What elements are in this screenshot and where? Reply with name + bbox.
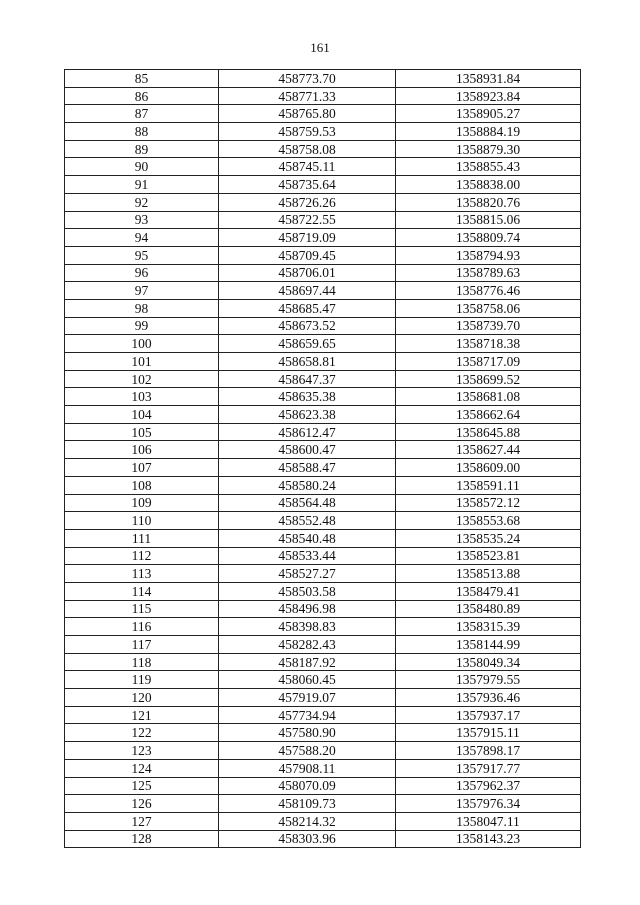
x-coordinate-cell: 458060.45	[219, 671, 396, 689]
y-coordinate-cell: 1358143.23	[396, 830, 581, 848]
x-coordinate-cell: 458527.27	[219, 565, 396, 583]
y-coordinate-cell: 1358884.19	[396, 123, 581, 141]
y-coordinate-cell: 1358609.00	[396, 459, 581, 477]
table-row	[65, 317, 581, 335]
table-row	[65, 229, 581, 247]
table-row	[65, 370, 581, 388]
x-coordinate-cell: 458735.64	[219, 176, 396, 194]
table-row	[65, 653, 581, 671]
y-coordinate-cell: 1358513.88	[396, 565, 581, 583]
y-coordinate-cell: 1358591.11	[396, 476, 581, 494]
table-row	[65, 123, 581, 141]
point-number-cell: 115	[65, 600, 219, 618]
y-coordinate-cell: 1358315.39	[396, 618, 581, 636]
x-coordinate-cell: 458398.83	[219, 618, 396, 636]
y-coordinate-cell: 1358047.11	[396, 812, 581, 830]
y-coordinate-cell: 1358815.06	[396, 211, 581, 229]
x-coordinate-cell: 458759.53	[219, 123, 396, 141]
y-coordinate-cell: 1358049.34	[396, 653, 581, 671]
x-coordinate-cell: 458612.47	[219, 423, 396, 441]
table-row	[65, 565, 581, 583]
y-coordinate-cell: 1357915.11	[396, 724, 581, 742]
y-coordinate-cell: 1358838.00	[396, 176, 581, 194]
table-row	[65, 441, 581, 459]
x-coordinate-cell: 458303.96	[219, 830, 396, 848]
x-coordinate-cell: 458600.47	[219, 441, 396, 459]
x-coordinate-cell: 458771.33	[219, 87, 396, 105]
x-coordinate-cell: 458765.80	[219, 105, 396, 123]
y-coordinate-cell: 1357976.34	[396, 795, 581, 813]
x-coordinate-cell: 458706.01	[219, 264, 396, 282]
point-number-cell: 112	[65, 547, 219, 565]
y-coordinate-cell: 1358144.99	[396, 636, 581, 654]
point-number-cell: 125	[65, 777, 219, 795]
table-row	[65, 812, 581, 830]
table-row	[65, 706, 581, 724]
y-coordinate-cell: 1358855.43	[396, 158, 581, 176]
point-number-cell: 110	[65, 512, 219, 530]
table-row	[65, 87, 581, 105]
x-coordinate-cell: 457588.20	[219, 742, 396, 760]
point-number-cell: 94	[65, 229, 219, 247]
point-number-cell: 126	[65, 795, 219, 813]
x-coordinate-cell: 458187.92	[219, 653, 396, 671]
y-coordinate-cell: 1358699.52	[396, 370, 581, 388]
table-row	[65, 636, 581, 654]
x-coordinate-cell: 458697.44	[219, 282, 396, 300]
table-row	[65, 140, 581, 158]
coordinates-table	[64, 69, 581, 848]
y-coordinate-cell: 1357898.17	[396, 742, 581, 760]
table-row	[65, 512, 581, 530]
point-number-cell: 100	[65, 335, 219, 353]
x-coordinate-cell: 458773.70	[219, 70, 396, 88]
y-coordinate-cell: 1358789.63	[396, 264, 581, 282]
point-number-cell: 114	[65, 582, 219, 600]
y-coordinate-cell: 1357962.37	[396, 777, 581, 795]
x-coordinate-cell: 458685.47	[219, 299, 396, 317]
table-row	[65, 246, 581, 264]
point-number-cell: 93	[65, 211, 219, 229]
table-row	[65, 830, 581, 848]
table-row	[65, 353, 581, 371]
table-row	[65, 282, 581, 300]
point-number-cell: 124	[65, 759, 219, 777]
y-coordinate-cell: 1357936.46	[396, 689, 581, 707]
coordinates-table-body	[65, 70, 581, 848]
x-coordinate-cell: 458588.47	[219, 459, 396, 477]
point-number-cell: 104	[65, 406, 219, 424]
point-number-cell: 109	[65, 494, 219, 512]
table-row	[65, 582, 581, 600]
x-coordinate-cell: 458503.58	[219, 582, 396, 600]
point-number-cell: 99	[65, 317, 219, 335]
x-coordinate-cell: 458564.48	[219, 494, 396, 512]
x-coordinate-cell: 458673.52	[219, 317, 396, 335]
y-coordinate-cell: 1358758.06	[396, 299, 581, 317]
x-coordinate-cell: 458758.08	[219, 140, 396, 158]
x-coordinate-cell: 458533.44	[219, 547, 396, 565]
x-coordinate-cell: 458540.48	[219, 529, 396, 547]
y-coordinate-cell: 1358535.24	[396, 529, 581, 547]
table-row	[65, 211, 581, 229]
table-row	[65, 724, 581, 742]
x-coordinate-cell: 458552.48	[219, 512, 396, 530]
x-coordinate-cell: 458282.43	[219, 636, 396, 654]
y-coordinate-cell: 1358523.81	[396, 547, 581, 565]
point-number-cell: 86	[65, 87, 219, 105]
point-number-cell: 107	[65, 459, 219, 477]
table-row	[65, 689, 581, 707]
point-number-cell: 105	[65, 423, 219, 441]
table-row	[65, 742, 581, 760]
point-number-cell: 122	[65, 724, 219, 742]
table-row	[65, 423, 581, 441]
y-coordinate-cell: 1357917.77	[396, 759, 581, 777]
point-number-cell: 113	[65, 565, 219, 583]
y-coordinate-cell: 1358809.74	[396, 229, 581, 247]
y-coordinate-cell: 1358717.09	[396, 353, 581, 371]
table-row	[65, 494, 581, 512]
point-number-cell: 90	[65, 158, 219, 176]
point-number-cell: 111	[65, 529, 219, 547]
x-coordinate-cell: 458659.65	[219, 335, 396, 353]
table-row	[65, 459, 581, 477]
table-row	[65, 476, 581, 494]
table-row	[65, 264, 581, 282]
point-number-cell: 87	[65, 105, 219, 123]
point-number-cell: 106	[65, 441, 219, 459]
x-coordinate-cell: 458658.81	[219, 353, 396, 371]
table-row	[65, 158, 581, 176]
table-row	[65, 671, 581, 689]
x-coordinate-cell: 458580.24	[219, 476, 396, 494]
point-number-cell: 128	[65, 830, 219, 848]
y-coordinate-cell: 1358879.30	[396, 140, 581, 158]
x-coordinate-cell: 458647.37	[219, 370, 396, 388]
x-coordinate-cell: 458214.32	[219, 812, 396, 830]
y-coordinate-cell: 1358662.64	[396, 406, 581, 424]
point-number-cell: 88	[65, 123, 219, 141]
point-number-cell: 101	[65, 353, 219, 371]
y-coordinate-cell: 1358572.12	[396, 494, 581, 512]
point-number-cell: 119	[65, 671, 219, 689]
table-row	[65, 105, 581, 123]
y-coordinate-cell: 1358645.88	[396, 423, 581, 441]
y-coordinate-cell: 1357979.55	[396, 671, 581, 689]
point-number-cell: 91	[65, 176, 219, 194]
point-number-cell: 108	[65, 476, 219, 494]
table-row	[65, 70, 581, 88]
point-number-cell: 89	[65, 140, 219, 158]
point-number-cell: 123	[65, 742, 219, 760]
point-number-cell: 85	[65, 70, 219, 88]
y-coordinate-cell: 1358681.08	[396, 388, 581, 406]
table-row	[65, 529, 581, 547]
table-row	[65, 759, 581, 777]
point-number-cell: 97	[65, 282, 219, 300]
table-row	[65, 547, 581, 565]
x-coordinate-cell: 457908.11	[219, 759, 396, 777]
point-number-cell: 116	[65, 618, 219, 636]
table-row	[65, 176, 581, 194]
y-coordinate-cell: 1358923.84	[396, 87, 581, 105]
point-number-cell: 121	[65, 706, 219, 724]
y-coordinate-cell: 1358905.27	[396, 105, 581, 123]
x-coordinate-cell: 458745.11	[219, 158, 396, 176]
y-coordinate-cell: 1357937.17	[396, 706, 581, 724]
x-coordinate-cell: 458623.38	[219, 406, 396, 424]
x-coordinate-cell: 458726.26	[219, 193, 396, 211]
x-coordinate-cell: 458070.09	[219, 777, 396, 795]
point-number-cell: 103	[65, 388, 219, 406]
table-row	[65, 795, 581, 813]
point-number-cell: 117	[65, 636, 219, 654]
page-number: 161	[310, 40, 330, 55]
point-number-cell: 92	[65, 193, 219, 211]
table-row	[65, 777, 581, 795]
x-coordinate-cell: 458722.55	[219, 211, 396, 229]
y-coordinate-cell: 1358776.46	[396, 282, 581, 300]
y-coordinate-cell: 1358931.84	[396, 70, 581, 88]
x-coordinate-cell: 457919.07	[219, 689, 396, 707]
x-coordinate-cell: 457580.90	[219, 724, 396, 742]
table-row	[65, 299, 581, 317]
point-number-cell: 98	[65, 299, 219, 317]
y-coordinate-cell: 1358820.76	[396, 193, 581, 211]
x-coordinate-cell: 458719.09	[219, 229, 396, 247]
y-coordinate-cell: 1358480.89	[396, 600, 581, 618]
x-coordinate-cell: 458709.45	[219, 246, 396, 264]
x-coordinate-cell: 458635.38	[219, 388, 396, 406]
table-row	[65, 193, 581, 211]
y-coordinate-cell: 1358794.93	[396, 246, 581, 264]
x-coordinate-cell: 458496.98	[219, 600, 396, 618]
table-row	[65, 335, 581, 353]
y-coordinate-cell: 1358479.41	[396, 582, 581, 600]
x-coordinate-cell: 458109.73	[219, 795, 396, 813]
table-row	[65, 406, 581, 424]
x-coordinate-cell: 457734.94	[219, 706, 396, 724]
point-number-cell: 102	[65, 370, 219, 388]
point-number-cell: 120	[65, 689, 219, 707]
table-row	[65, 618, 581, 636]
y-coordinate-cell: 1358553.68	[396, 512, 581, 530]
y-coordinate-cell: 1358627.44	[396, 441, 581, 459]
table-row	[65, 600, 581, 618]
table-row	[65, 388, 581, 406]
y-coordinate-cell: 1358718.38	[396, 335, 581, 353]
point-number-cell: 96	[65, 264, 219, 282]
point-number-cell: 95	[65, 246, 219, 264]
point-number-cell: 118	[65, 653, 219, 671]
point-number-cell: 127	[65, 812, 219, 830]
y-coordinate-cell: 1358739.70	[396, 317, 581, 335]
